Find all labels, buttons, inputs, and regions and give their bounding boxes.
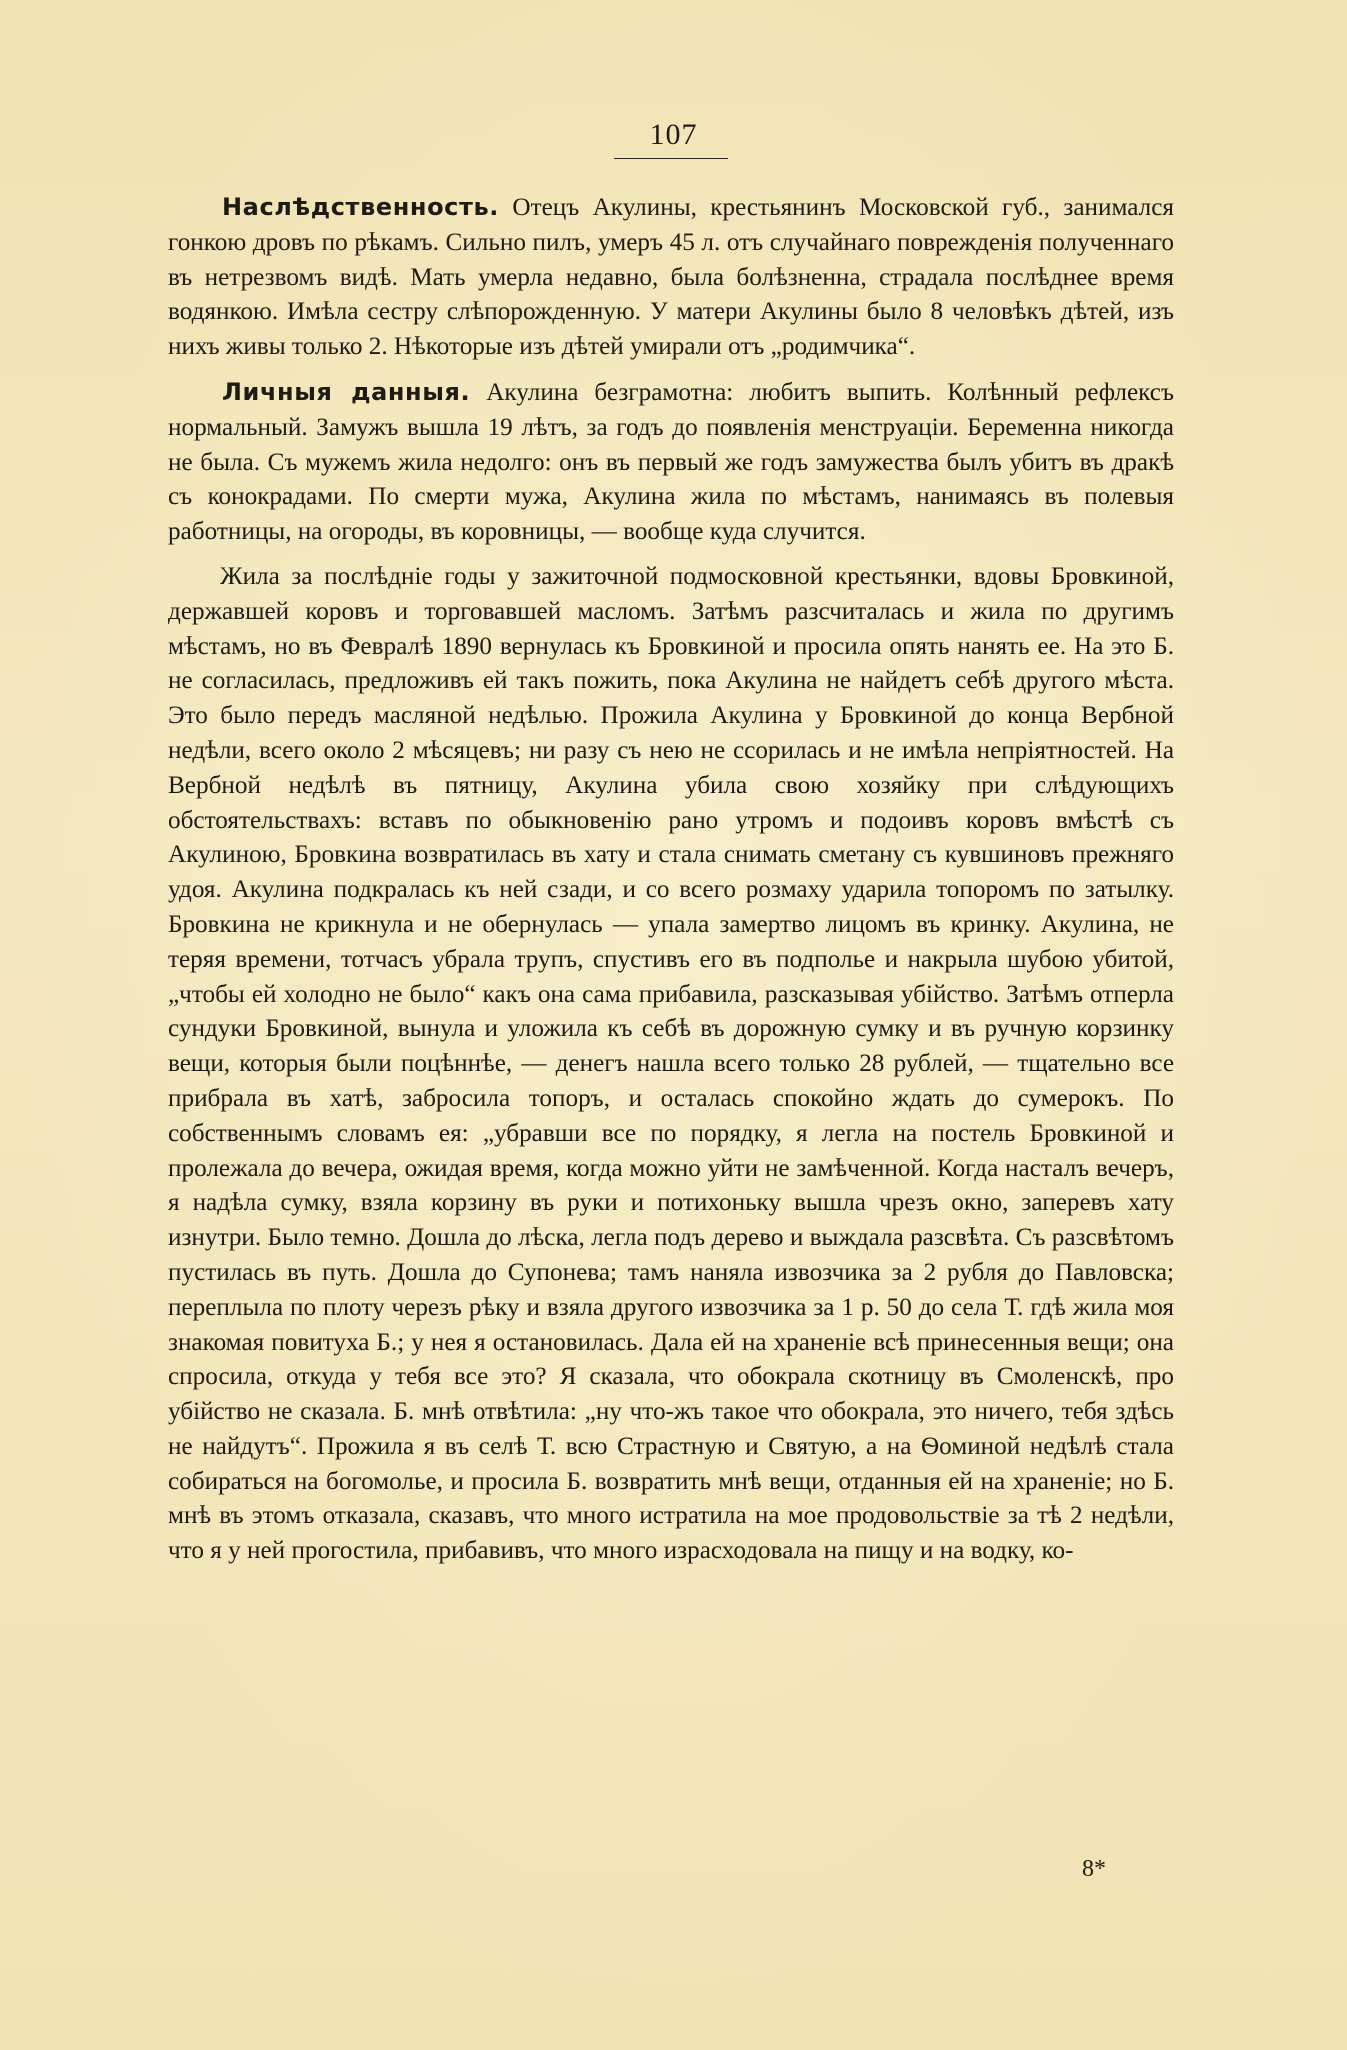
page-number: 107 — [649, 118, 698, 151]
paragraph-body: Отецъ Акулины, крестьянинъ Московской губ., занимался гонкою дровъ по рѣкамъ. Сильно пилъ, умеръ 45 л. отъ случайнаго поврежденія полученнаго въ нетрезвомъ видѣ. Мать умерла недавно, была болѣзненна, страдала послѣднее время водянкою. Имѣла сестру слѣпорожденную. У матери Акулины было 8 человѣкъ дѣтей, изъ нихъ живы только 2. Нѣкоторые изъ дѣтей умирали отъ „родимчика“. — [168, 194, 1174, 361]
paragraph-body: Акулина безграмотна: любитъ выпить. Колѣнный рефлексъ нормальный. Замужъ вышла 19 лѣтъ, за годъ до появленія менструаціи. Беременна никогда не была. Съ мужемъ жила недолго: онъ въ первый же годъ замужества былъ убитъ въ дракѣ съ конокрадами. По смерти мужа, Акулина жила по мѣстамъ, нанимаясь въ полевыя работницы, на огороды, въ коровницы, — вообще куда случится. — [168, 378, 1174, 546]
paragraph-narrative — [168, 560, 1174, 1569]
signature-mark: 8* — [1082, 1856, 1106, 1882]
run-in-heading-heredity: Наслѣдственность. — [222, 193, 500, 221]
paragraph-body: Жила за послѣдніе годы у зажиточной подмосковной крестьянки, вдовы Бровкиной, державшей коровъ и торговавшей масломъ. Затѣмъ разсчиталась и жила по другимъ мѣстамъ, но въ Февралѣ 1890 вернулась къ Бровкиной и просила опять нанять ее. На это Б. не согласилась, предложивъ ей такъ пожить, пока Акулина не найдетъ себѣ другого мѣста. Это было передъ масляной недѣлью. Прожила Акулина у Бровкиной до конца Вербной недѣли, всего около 2 мѣсяцевъ; ни разу съ нею не ссорилась и не имѣла непріятностей. На Вербной недѣлѣ въ пятницу, Акулина убила свою хозяйку при слѣдующихъ обстоятельствахъ: вставъ по обыкновенію рано утромъ и подоивъ коровъ вмѣстѣ съ Акулиною, Бровкина возвратилась въ хату и стала снимать сметану съ кувшиновъ прежняго удоя. Акулина подкралась къ ней сзади, и со всего розмаху ударила топоромъ по затылку. Бровкина не крикнула и не обернулась — упала замертво лицомъ въ кринку. Акулина, не теряя времени, тотчасъ убрала трупъ, спустивъ его въ подполье и накрыла шубою убитой, „чтобы ей холодно не было“ какъ она сама прибавила, разсказывая убійство. Затѣмъ отперла сундуки Бровкиной, вынула и уложила къ себѣ въ дорожную сумку и въ ручную корзинку вещи, которыя были поцѣннѣе, — денегъ нашла всего только 28 рублей, — тщательно все прибрала въ хатѣ, забросила топоръ, и осталась спокойно ждать до сумерокъ. По собственнымъ словамъ ея: „убравши все по порядку, я легла на постель Бровкиной и пролежала до вечера, ожидая время, когда можно уйти не замѣченной. Когда насталъ вечеръ, я надѣла сумку, взяла корзину въ руки и потихоньку вышла чрезъ окно, заперевъ хату изнутри. Было темно. Дошла до лѣска, легла подъ дерево и выждала разсвѣта. Съ разсвѣтомъ пустилась въ путь. Дошла до Супонева; тамъ наняла извозчика за 2 рубля до Павловска; переплыла по плоту черезъ рѣку и взяла другого извозчика за 1 р. 50 до села Т. гдѣ жила моя знакомая повитуха Б.; у нея я остановилась. Дала ей на храненіе всѣ принесенныя вещи; она спросила, откуда у тебя все это? Я сказала, что обокрала скотницу въ Смоленскѣ, про убійство не сказала. Б. мнѣ отвѣтила: „ну что-жъ такое что обокрала, это ничего, тебя здѣсь не найдутъ“. Прожила я въ селѣ Т. всю Страстную и Святую, а на Ѳоминой недѣлѣ стала собираться на богомолье, и просила Б. возвратить мнѣ вещи, отданныя ей на храненіе; но Б. мнѣ въ этомъ отказала, сказавъ, что много истратила на мое продовольствіе за тѣ 2 недѣли, что я у ней прогостила, прибавивъ, что много израсходовала на пищу и на водку, ко- — [168, 562, 1174, 1565]
paragraph-personal-data — [168, 375, 1174, 550]
header-rule — [614, 158, 728, 159]
paragraph-heredity — [168, 190, 1174, 365]
run-in-heading-personal-data: Личныя данныя. — [222, 377, 471, 406]
body-text — [168, 190, 1174, 1569]
